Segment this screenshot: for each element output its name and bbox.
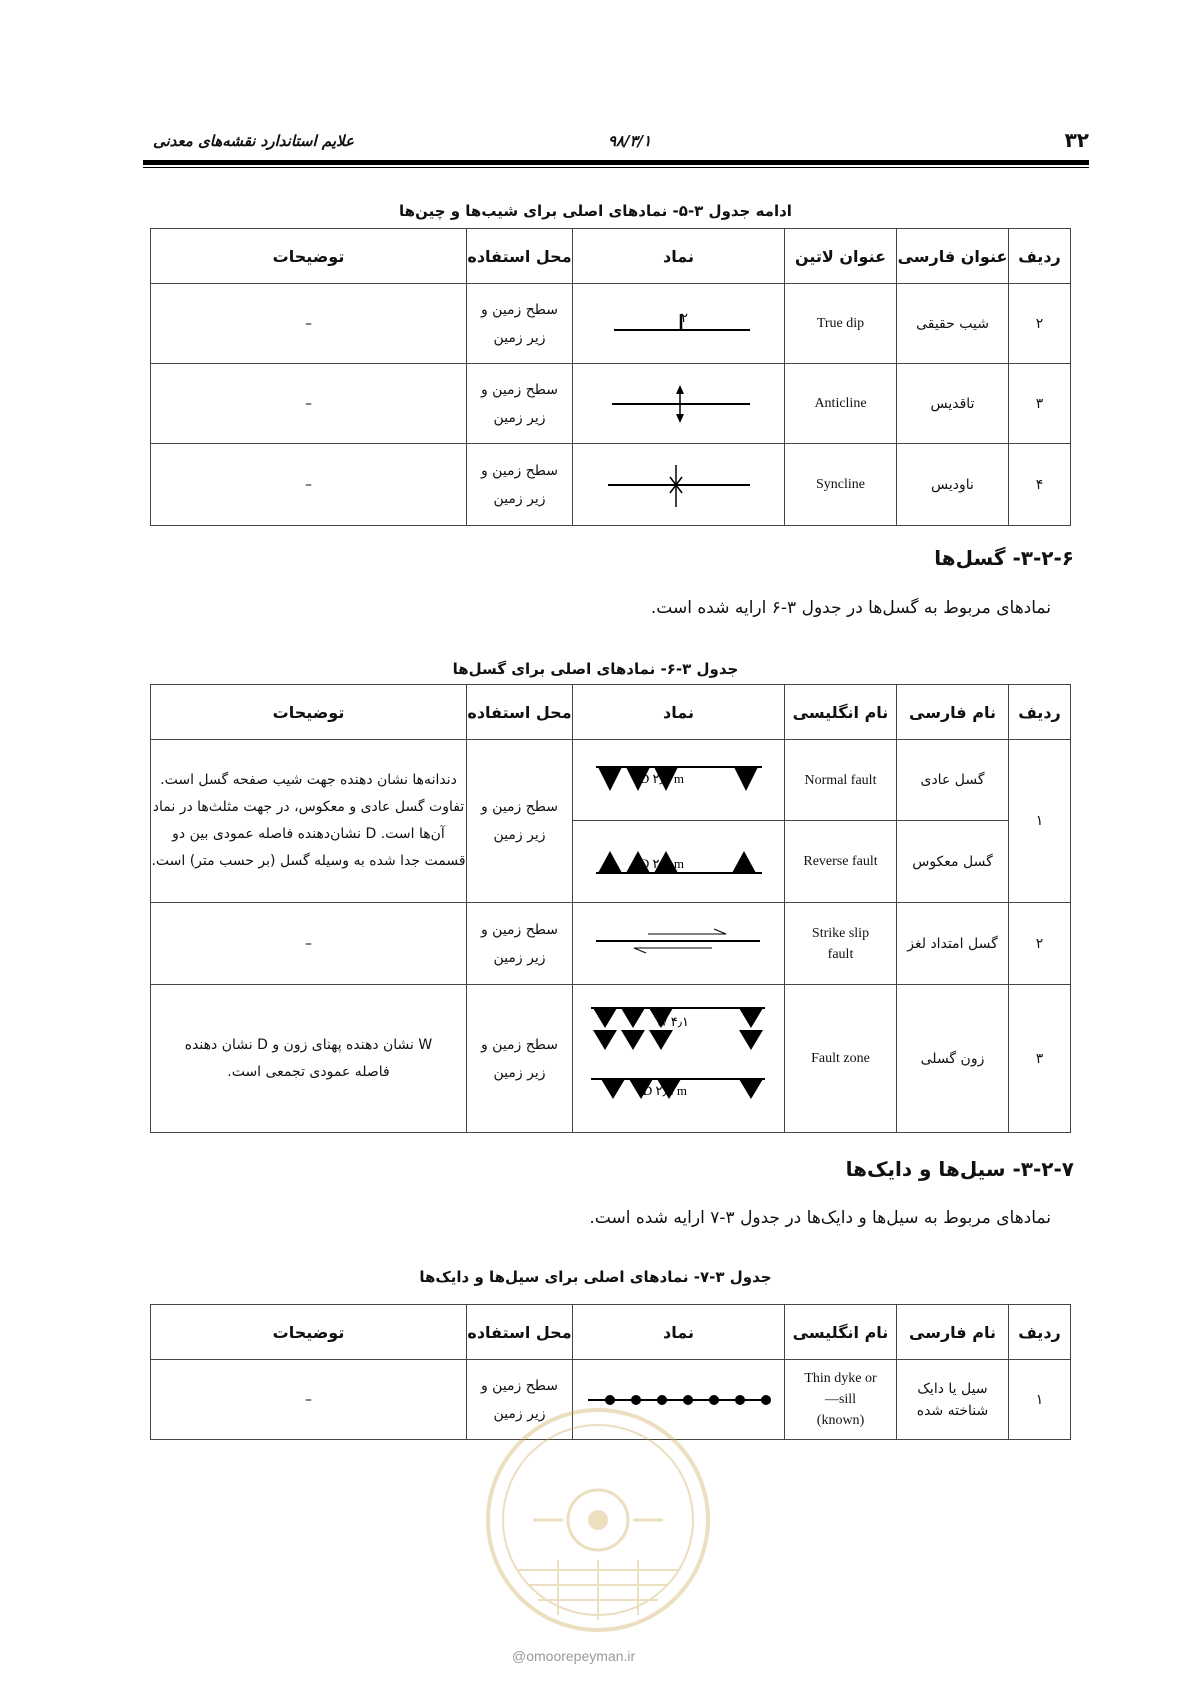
fa-name: ناودیس [897,444,1009,526]
table-row [151,903,1071,985]
row-number: ۱ [1009,740,1071,903]
table1-caption: ادامه جدول ۳-۵- نمادهای اصلی برای شیب‌ها و چین‌ها [399,202,792,220]
fa-name [897,1360,1009,1440]
watermark-text: @omoorepeyman.ir [512,1648,636,1664]
table2-caption: جدول ۳-۶- نمادهای اصلی برای گسل‌ها [452,660,739,678]
true-dip-symbol-icon [604,306,754,342]
usage-cell [467,985,573,1133]
header-rule-thick [143,160,1089,165]
usage-line: سطح زمین و [480,301,559,318]
en-name-line: (known) [816,1413,865,1428]
table-faults [150,684,1071,1133]
usage-line: زیر زمین [493,1064,546,1081]
usage-cell [467,740,573,903]
usage-line: سطح زمین و [480,799,559,815]
table-header-row [151,229,1071,284]
usage-line: سطح زمین و [480,1036,559,1053]
col-header-fa: عنوان فارسی [897,229,1009,284]
header-rule-thin [143,167,1089,168]
section-paragraph-faults: نمادهای مربوط به گسل‌ها در جدول ۳-۶ ارایه شده است. [650,598,1051,618]
usage-line: سطح زمین و [480,1377,559,1394]
description-line: فاصله عمودی تجمعی است. [227,1063,390,1080]
symbol-cell [573,364,785,444]
col-header-symbol: نماد [573,229,785,284]
col-header-fa: نام فارسی [897,1305,1009,1360]
en-name-line: Thin dyke or [804,1371,877,1386]
page-header [143,128,1089,158]
syncline-symbol-icon [604,461,754,509]
en-name-line: sill— [824,1392,857,1407]
col-header-latin: عنوان لاتین [785,229,897,284]
description: دندانه‌ها نشان دهنده جهت شیب صفحه گسل است. تفاوت گسل عادی و معکوس، در جهت مثلث‌ها در نماد آن‌ها است. D نشان‌دهنده فاصله عمودی بین دو قسمت جدا شده به وسیله گسل (بر حسب متر) است. [151,740,467,903]
row-number: ۴ [1009,444,1071,526]
omoorepeyman-seal-icon [478,1400,718,1640]
symbol-cell [573,740,785,821]
fa-name: زون گسلی [897,985,1009,1133]
fa-name: گسل امتداد لغز [897,903,1009,985]
table-row [151,364,1071,444]
en-name-line: fault [827,946,854,962]
fault-zone-symbol-icon [589,1004,769,1114]
col-header-row: ردیف [1009,685,1071,740]
description: – [151,903,467,985]
en-name: Normal fault [785,740,897,821]
usage-line: سطح زمین و [480,381,559,398]
en-name-line: Strike slip [811,925,870,941]
header-date: ۹۸/۳/۱ [608,132,652,150]
col-header-symbol: نماد [573,1305,785,1360]
fa-name: گسل عادی [897,740,1009,821]
en-name: Fault zone [785,985,897,1133]
fa-name: گسل معکوس [897,821,1009,903]
description: – [151,284,467,364]
col-header-use: محل استفاده [467,229,573,284]
page-number: ۳۲ [1064,128,1089,152]
table-row [151,985,1071,1133]
col-header-use: محل استفاده [467,685,573,740]
en-name [785,1360,897,1440]
table-header-row [151,1305,1071,1360]
en-name: Reverse fault [785,821,897,903]
section-heading-dykes: ۳-۲-۷- سیل‌ها و دایک‌ها [845,1157,1074,1181]
usage-line: زیر زمین [493,827,546,843]
usage-line: سطح زمین و [480,921,559,938]
description-line: W نشان دهنده پهنای زون و D نشان دهنده [184,1036,433,1053]
table-header-row [151,685,1071,740]
usage-cell [467,284,573,364]
col-header-symbol: نماد [573,685,785,740]
col-header-row: ردیف [1009,1305,1071,1360]
usage-line: سطح زمین و [480,462,559,479]
section-paragraph-dykes: نمادهای مربوط به سیل‌ها و دایک‌ها در جدول ۳-۷ ارایه شده است. [589,1208,1051,1228]
col-header-fa: نام فارسی [897,685,1009,740]
throw-label: D ۲٫۵ m [639,855,684,871]
table-row [151,444,1071,526]
usage-cell [467,444,573,526]
strike-slip-symbol-icon [594,927,764,961]
reverse-fault-symbol-icon [594,845,764,879]
normal-fault-symbol-icon [594,763,764,797]
table-row [151,740,1071,821]
table-row [151,284,1071,364]
header-title: علایم استاندارد نقشه‌های معدنی [153,132,354,150]
symbol-cell [573,903,785,985]
symbol-cell [573,985,785,1133]
symbol-cell [573,821,785,903]
usage-cell [467,903,573,985]
fa-name-line: شناخته شده [916,1402,989,1419]
fa-name-line: سیل یا دایک [917,1380,988,1397]
col-header-use: محل استفاده [467,1305,573,1360]
description: – [151,364,467,444]
col-header-desc: توضیحات [151,229,467,284]
col-header-desc: توضیحات [151,685,467,740]
section-heading-faults: ۳-۲-۶- گسل‌ها [934,546,1074,570]
description: – [151,444,467,526]
row-number: ۱ [1009,1360,1071,1440]
en-name [785,903,897,985]
row-number: ۲ [1009,284,1071,364]
col-header-row: ردیف [1009,229,1071,284]
row-number: ۲ [1009,903,1071,985]
symbol-cell [573,284,785,364]
latin-name: Anticline [785,364,897,444]
table3-caption: جدول ۳-۷- نمادهای اصلی برای سیل‌ها و دایک‌ها [419,1268,772,1286]
throw-label: D ۲٫۵ m [642,1082,687,1098]
width-label: W ۴٫۱ [655,1013,689,1029]
latin-name: Syncline [785,444,897,526]
latin-name: True dip [785,284,897,364]
col-header-en: نام انگلیسی [785,685,897,740]
usage-cell [467,364,573,444]
throw-label: D ۲٫۵ m [639,771,684,786]
symbol-cell [573,444,785,526]
anticline-symbol-icon [604,382,754,426]
fa-name: شیب حقیقی [897,284,1009,364]
usage-line: زیر زمین [493,949,546,966]
table-dips-folds [150,228,1071,526]
col-header-en: نام انگلیسی [785,1305,897,1360]
description [151,985,467,1133]
usage-line: زیر زمین [493,1405,546,1422]
usage-line: زیر زمین [493,490,546,507]
dip-label: ۲ [680,310,688,326]
row-number: ۳ [1009,364,1071,444]
col-header-desc: توضیحات [151,1305,467,1360]
row-number: ۳ [1009,985,1071,1133]
usage-line: زیر زمین [493,409,546,426]
usage-line: زیر زمین [493,329,546,346]
description: – [151,1360,467,1440]
fa-name: تاقدیس [897,364,1009,444]
